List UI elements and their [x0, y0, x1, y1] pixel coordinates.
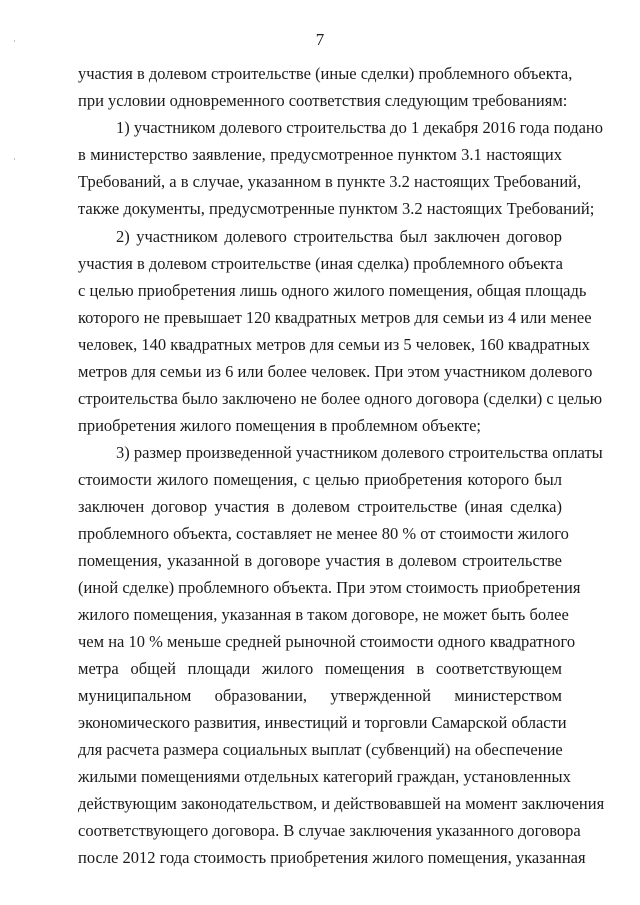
text-line: участия в долевом строительстве (иная сделка) проблемного объекта [78, 254, 563, 273]
text-line: стоимости жилого помещения, с целью приобретения которого был [78, 470, 562, 489]
text-line: метров для семьи из 6 или более человек. При этом участником долевого [78, 362, 593, 381]
text-line: заключен договор участия в долевом строительстве (иная сделка) [78, 497, 562, 516]
text-line: помещения, указанной в договоре участия в долевом строительстве [78, 551, 562, 570]
text-line: соответствующего договора. В случае заключения указанного договора [78, 821, 581, 840]
text-line: с целью приобретения лишь одного жилого помещения, общая площадь [78, 281, 587, 300]
page-number: 7 [315, 30, 325, 49]
list-item-2-line: 2) участником долевого строительства был заключен договор [116, 227, 562, 246]
text-line: строительства было заключено не более одного договора (сделки) с целью [78, 389, 603, 408]
text-line: при условии одновременного соответствия следующим требованиям: [78, 91, 568, 110]
text-line: в министерство заявление, предусмотренное пунктом 3.1 настоящих [78, 145, 562, 164]
scan-margin-mark [14, 158, 15, 160]
text-line: метра общей площади жилого помещения в соответствующем [78, 659, 562, 678]
text-line: чем на 10 % меньше средней рыночной стоимости одного квадратного [78, 632, 576, 651]
text-line: для расчета размера социальных выплат (субвенций) на обеспечение [78, 740, 563, 759]
text-line: которого не превышает 120 квадратных метров для семьи из 4 или менее [78, 308, 592, 327]
text-line: экономического развития, инвестиций и торговли Самарской области [78, 713, 567, 732]
list-item-1-line: 1) участником долевого строительства до 1 декабря 2016 года подано [116, 118, 603, 137]
list-item-3-line: 3) размер произведенной участником долевого строительства оплаты [116, 443, 603, 462]
text-line: проблемного объекта, составляет не менее 80 % от стоимости жилого [78, 524, 569, 543]
text-line: (иной сделке) проблемного объекта. При этом стоимость приобретения [78, 578, 581, 597]
text-line: Требований, а в случае, указанном в пункте 3.2 настоящих Требований, [78, 172, 582, 191]
text-line: человек, 140 квадратных метров для семьи из 5 человек, 160 квадратных [78, 335, 590, 354]
text-line: муниципальном образовании, утвержденной министерством [78, 686, 562, 705]
text-line: жилого помещения, указанная в таком договоре, не может быть более [78, 605, 569, 624]
text-line: действующим законодательством, и действовавшей на момент заключения [78, 794, 605, 813]
text-line: участия в долевом строительстве (иные сделки) проблемного объекта, [78, 64, 573, 83]
text-line: приобретения жилого помещения в проблемном объекте; [78, 416, 481, 435]
text-line: также документы, предусмотренные пунктом 3.2 настоящих Требований; [78, 199, 595, 218]
text-line: после 2012 года стоимость приобретения жилого помещения, указанная [78, 848, 586, 867]
text-line: жилыми помещениями отдельных категорий граждан, установленных [78, 767, 571, 786]
